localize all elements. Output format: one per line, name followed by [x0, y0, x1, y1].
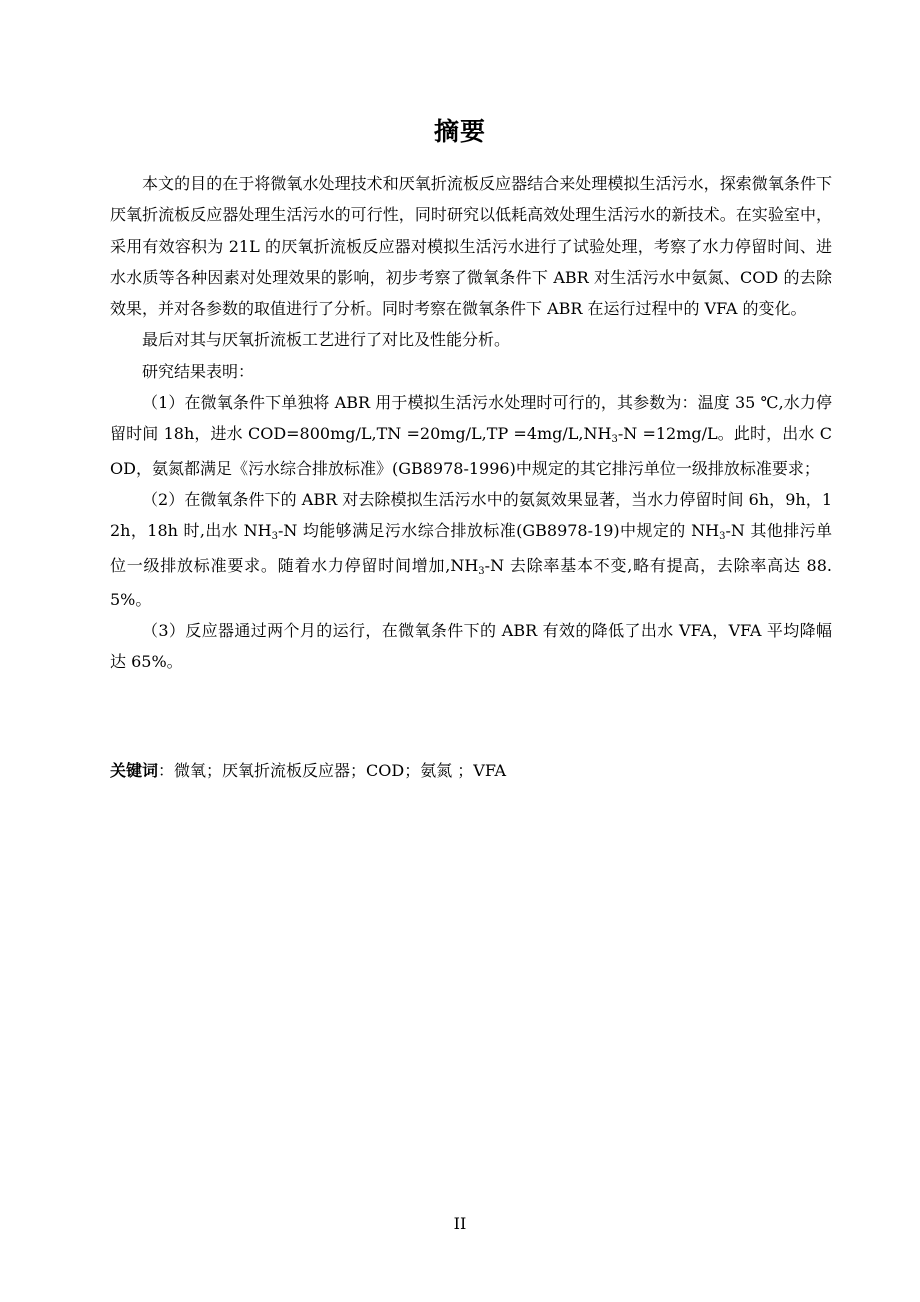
abstract-paragraph-result-2: [110, 484, 832, 615]
text-segment: （2）在微氧条件下的 ABR 对去除模拟生活污水中的氨氮效果显著，当水力停留时间 6h，9h，12h，18h 时,出水 NH: [110, 489, 832, 541]
subscript: 3: [611, 434, 618, 446]
abstract-paragraph-comparison: 最后对其与厌氧折流板工艺进行了对比及性能分析。: [142, 330, 511, 350]
keywords-text: ：微氧；厌氧折流板反应器；COD；氨氮 ；VFA: [158, 761, 507, 780]
abstract-body: [110, 168, 832, 678]
keywords-label: 关键词: [110, 761, 159, 780]
subscript: 3: [271, 531, 278, 543]
abstract-paragraph-result-1: [110, 387, 832, 484]
text-segment: -N 均能够满足污水综合排放标准(GB8978-19)中规定的 NH: [277, 521, 720, 541]
text-segment: -N 去除率基本不变,略有提高，去除率高达 88.5%。: [110, 555, 832, 609]
text-segment: （1）在微氧条件下单独将 ABR 用于模拟生活污水处理时可行的，其参数为：温度 35 ℃,水力停留时间 18h，进水 COD=800mg/L,TN =20mg/L,TP =4mg/L,NH: [110, 393, 832, 444]
subscript: 3: [719, 531, 726, 543]
page-title: 摘要: [433, 117, 486, 146]
abstract-paragraph-purpose: 本文的目的在于将微氧水处理技术和厌氧折流板反应器结合来处理模拟生活污水，探索微氧条件下厌氧折流板反应器处理生活污水的可行性，同时研究以低耗高效处理生活污水的新技术。在实验室中，采用有效容积为 21L 的厌氧折流板反应器对模拟生活污水进行了试验处理，考察了水力停留时间、进水水质等各种因素对处理效果的影响，初步考察了微氧条件下 ABR 对生活污水中氨氮、COD 的去除效果，并对各参数的取值进行了分析。同时考察在微氧条件下 ABR 在运行过程中的 VFA 的变化。: [110, 174, 832, 319]
keywords-line: [110, 759, 506, 783]
text-segment: -N =12mg/L。此时，出水 COD，氨氮都满足《污水综合排放标准》(GB8978-1996)中规定的其它排污单位一级排放标准要求；: [110, 424, 832, 478]
page-number: II: [453, 1214, 467, 1233]
abstract-paragraph-result-3: （3）反应器通过两个月的运行，在微氧条件下的 ABR 有效的降低了出水 VFA，VFA 平均降幅达 65%。: [110, 621, 832, 672]
subscript: 3: [478, 565, 485, 577]
abstract-paragraph-results-intro: 研究结果表明：: [142, 361, 255, 381]
text-segment: -N 其他排污单位一级排放标准要求。随着水力停留时间增加,NH: [110, 521, 832, 575]
